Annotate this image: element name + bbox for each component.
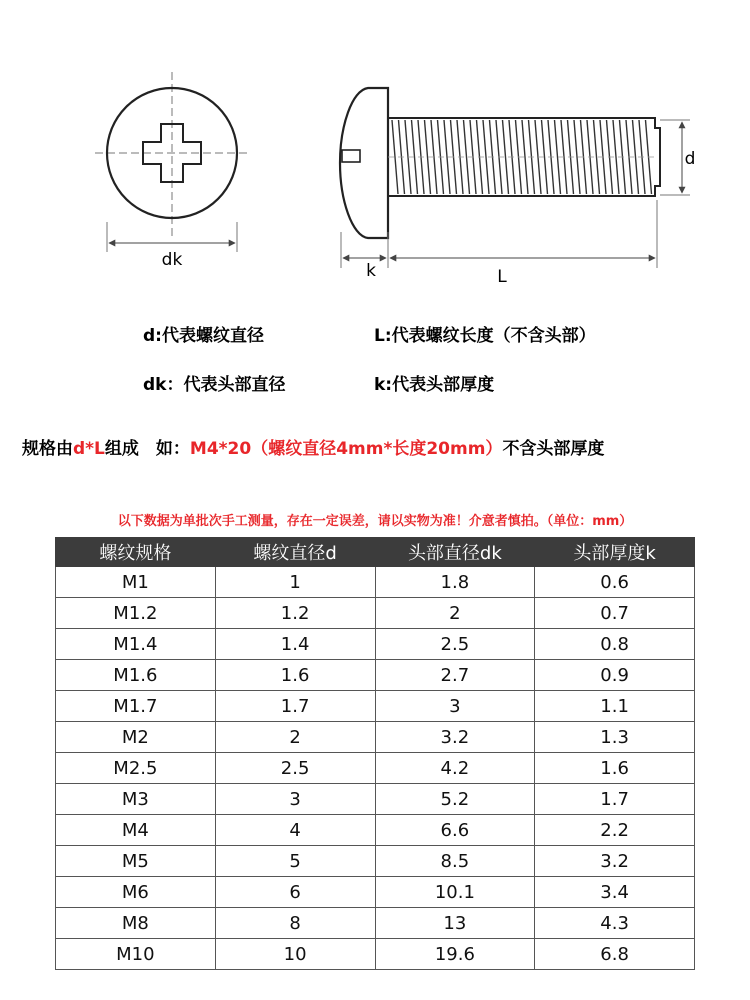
table-row xyxy=(56,846,695,877)
cell-head-thickness: 1.6 xyxy=(535,753,695,784)
cell-head-diameter: 13 xyxy=(375,908,535,939)
d-label: d xyxy=(684,149,696,169)
measurement-notice: 以下数据为单批次手工测量，存在一定误差，请以实物为准！介意者慎拍。（单位：mm） xyxy=(117,514,633,529)
cell-head-thickness: 0.6 xyxy=(535,567,695,598)
cell-head-diameter: 5.2 xyxy=(375,784,535,815)
cell-thread-diameter: 2 xyxy=(215,722,375,753)
cell-head-thickness: 1.7 xyxy=(535,784,695,815)
cell-head-thickness: 0.9 xyxy=(535,660,695,691)
header-head-diameter: 头部直径dk xyxy=(375,538,535,567)
table-row xyxy=(56,877,695,908)
cell-thread-spec: M1.4 xyxy=(56,629,216,660)
cell-head-thickness: 6.8 xyxy=(535,939,695,970)
cell-thread-spec: M5 xyxy=(56,846,216,877)
cell-thread-diameter: 10 xyxy=(215,939,375,970)
cell-thread-diameter: 3 xyxy=(215,784,375,815)
cell-thread-spec: M1.6 xyxy=(56,660,216,691)
cell-head-thickness: 3.2 xyxy=(535,846,695,877)
cell-thread-spec: M6 xyxy=(56,877,216,908)
cell-thread-diameter: 1 xyxy=(215,567,375,598)
legend-d: d:代表螺纹直径 xyxy=(143,326,264,346)
cell-thread-spec: M1.2 xyxy=(56,598,216,629)
cell-thread-spec: M3 xyxy=(56,784,216,815)
cell-thread-spec: M1 xyxy=(56,567,216,598)
table-header-row xyxy=(56,538,695,567)
cell-head-thickness: 2.2 xyxy=(535,815,695,846)
L-label: L xyxy=(497,267,507,287)
k-label: k xyxy=(366,261,376,281)
cell-thread-diameter: 8 xyxy=(215,908,375,939)
cell-thread-diameter: 2.5 xyxy=(215,753,375,784)
table-row xyxy=(56,722,695,753)
cell-thread-diameter: 5 xyxy=(215,846,375,877)
cell-thread-diameter: 1.7 xyxy=(215,691,375,722)
spec-suffix: 不含头部厚度 xyxy=(502,439,605,459)
cell-head-diameter: 10.1 xyxy=(375,877,535,908)
cell-head-diameter: 4.2 xyxy=(375,753,535,784)
legend-L: L:代表螺纹长度（不含头部） xyxy=(374,326,596,346)
cell-thread-spec: M4 xyxy=(56,815,216,846)
cell-head-thickness: 1.3 xyxy=(535,722,695,753)
legend-dk: dk：代表头部直径 xyxy=(143,375,286,395)
cell-thread-diameter: 6 xyxy=(215,877,375,908)
cell-thread-spec: M10 xyxy=(56,939,216,970)
cell-head-diameter: 2 xyxy=(375,598,535,629)
cell-head-thickness: 3.4 xyxy=(535,877,695,908)
dk-label: dk xyxy=(161,250,183,270)
table-row xyxy=(56,815,695,846)
screw-head-front-view xyxy=(95,72,250,270)
cell-head-diameter: 3.2 xyxy=(375,722,535,753)
spec-explanation xyxy=(22,434,604,459)
cell-head-thickness: 0.8 xyxy=(535,629,695,660)
header-thread-spec: 螺纹规格 xyxy=(56,538,216,567)
cell-head-diameter: 8.5 xyxy=(375,846,535,877)
cell-head-diameter: 1.8 xyxy=(375,567,535,598)
cell-head-thickness: 4.3 xyxy=(535,908,695,939)
cell-head-thickness: 1.1 xyxy=(535,691,695,722)
spec-middle: 组成 如： xyxy=(104,439,190,459)
cell-head-diameter: 6.6 xyxy=(375,815,535,846)
table-row xyxy=(56,753,695,784)
table-row xyxy=(56,784,695,815)
cell-thread-diameter: 1.2 xyxy=(215,598,375,629)
cell-thread-spec: M8 xyxy=(56,908,216,939)
spec-prefix: 规格由 xyxy=(22,439,73,459)
cell-thread-diameter: 1.6 xyxy=(215,660,375,691)
cell-head-diameter: 2.7 xyxy=(375,660,535,691)
legend-k: k:代表头部厚度 xyxy=(374,375,495,395)
header-head-thickness: 头部厚度k xyxy=(535,538,695,567)
cell-head-diameter: 19.6 xyxy=(375,939,535,970)
table-row xyxy=(56,598,695,629)
cell-thread-diameter: 4 xyxy=(215,815,375,846)
table-row xyxy=(56,567,695,598)
table-row xyxy=(56,629,695,660)
cell-thread-spec: M1.7 xyxy=(56,691,216,722)
table-row xyxy=(56,691,695,722)
header-thread-diameter: 螺纹直径d xyxy=(215,538,375,567)
table-row xyxy=(56,660,695,691)
cell-thread-diameter: 1.4 xyxy=(215,629,375,660)
cell-head-diameter: 3 xyxy=(375,691,535,722)
spec-example: M4*20（螺纹直径4mm*长度20mm） xyxy=(189,439,503,459)
table-row xyxy=(56,908,695,939)
cell-head-diameter: 2.5 xyxy=(375,629,535,660)
cell-thread-spec: M2 xyxy=(56,722,216,753)
screw-side-view xyxy=(340,88,695,287)
spec-formula: d*L xyxy=(73,439,105,459)
table-row xyxy=(56,939,695,970)
screw-dimension-diagram xyxy=(0,0,750,300)
cell-head-thickness: 0.7 xyxy=(535,598,695,629)
cell-thread-spec: M2.5 xyxy=(56,753,216,784)
spec-table xyxy=(55,537,695,970)
